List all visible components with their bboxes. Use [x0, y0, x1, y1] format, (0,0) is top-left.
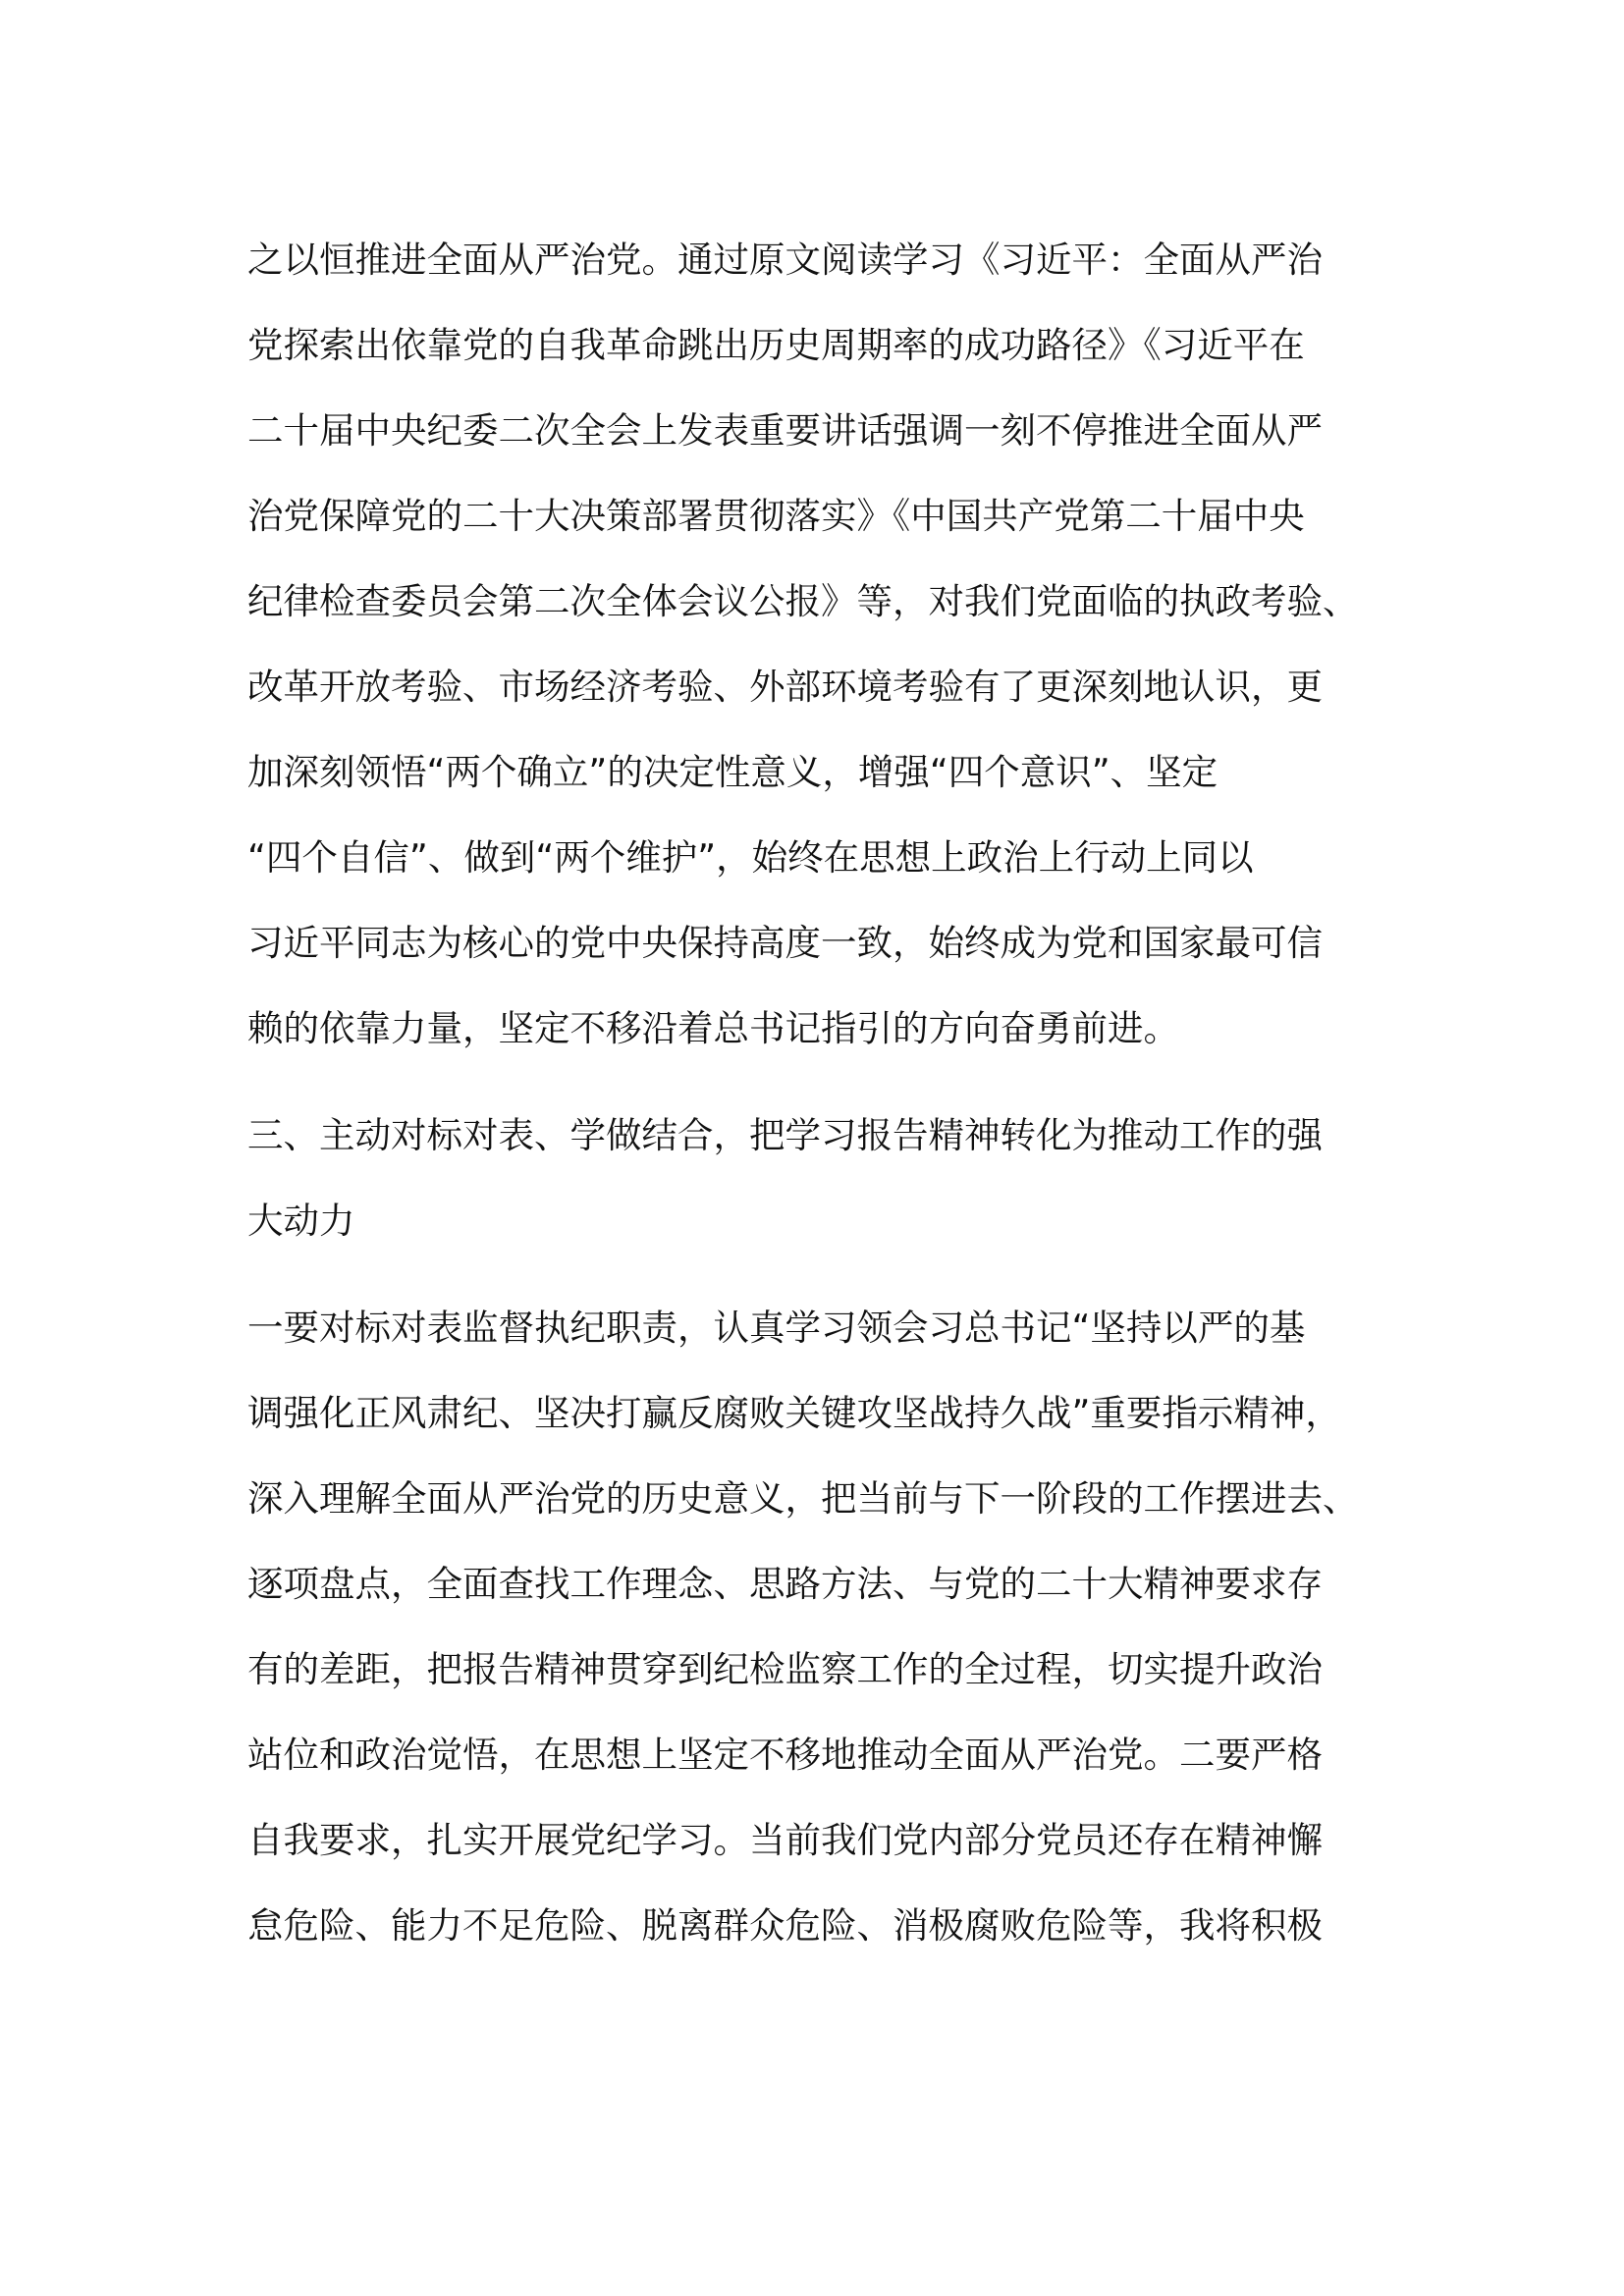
- paragraph-study-summary: [247, 217, 1386, 1071]
- paragraph-line: 习近平同志为核心的党中央保持高度一致，始终成为党和国家最可信: [247, 922, 1323, 964]
- paragraph-line: 纪律检查委员会第二次全体会议公报》等，对我们党面临的执政考验、: [247, 580, 1359, 622]
- paragraph-line: 之以恒推进全面从严治党。通过原文阅读学习《习近平：全面从严治: [247, 239, 1323, 281]
- paragraph-line: 逐项盘点，全面查找工作理念、思路方法、与党的二十大精神要求存: [247, 1563, 1323, 1605]
- paragraph-line: 加深刻领悟“两个确立”的决定性意义，增强“四个意识”、坚定: [247, 751, 1218, 793]
- paragraph-line: 怠危险、能力不足危险、脱离群众危险、消极腐败危险等，我将积极: [247, 1904, 1323, 1947]
- section-heading-three: [247, 1093, 1386, 1263]
- heading-line: 大动力: [247, 1200, 355, 1242]
- paragraph-line: 二十届中央纪委二次全会上发表重要讲话强调一刻不停推进全面从严: [247, 409, 1323, 452]
- paragraph-line: 有的差距，把报告精神贯穿到纪检监察工作的全过程，切实提升政治: [247, 1648, 1323, 1690]
- paragraph-line: “四个自信”、做到“两个维护”，始终在思想上政治上行动上同以: [247, 836, 1254, 879]
- paragraph-line: 深入理解全面从严治党的历史意义，把当前与下一阶段的工作摆进去、: [247, 1477, 1359, 1520]
- paragraph-line: 调强化正风肃纪、坚决打赢反腐败关键攻坚战持久战”重要指示精神，: [247, 1392, 1341, 1434]
- paragraph-line: 党探索出依靠党的自我革命跳出历史周期率的成功路径》《习近平在: [247, 324, 1305, 366]
- paragraph-line: 自我要求，扎实开展党纪学习。当前我们党内部分党员还存在精神懈: [247, 1819, 1323, 1861]
- paragraph-action-items: [247, 1285, 1386, 1968]
- paragraph-line: 赖的依靠力量，坚定不移沿着总书记指引的方向奋勇前进。: [247, 1007, 1179, 1049]
- paragraph-line: 一要对标对表监督执纪职责，认真学习领会习总书记“坚持以严的基: [247, 1307, 1306, 1349]
- paragraph-line: 改革开放考验、市场经济考验、外部环境考验有了更深刻地认识，更: [247, 666, 1323, 708]
- paragraph-line: 站位和政治觉悟，在思想上坚定不移地推动全面从严治党。二要严格: [247, 1734, 1323, 1776]
- paragraph-line: 治党保障党的二十大决策部署贯彻落实》《中国共产党第二十届中央: [247, 495, 1305, 537]
- heading-line: 三、主动对标对表、学做结合，把学习报告精神转化为推动工作的强: [247, 1114, 1323, 1156]
